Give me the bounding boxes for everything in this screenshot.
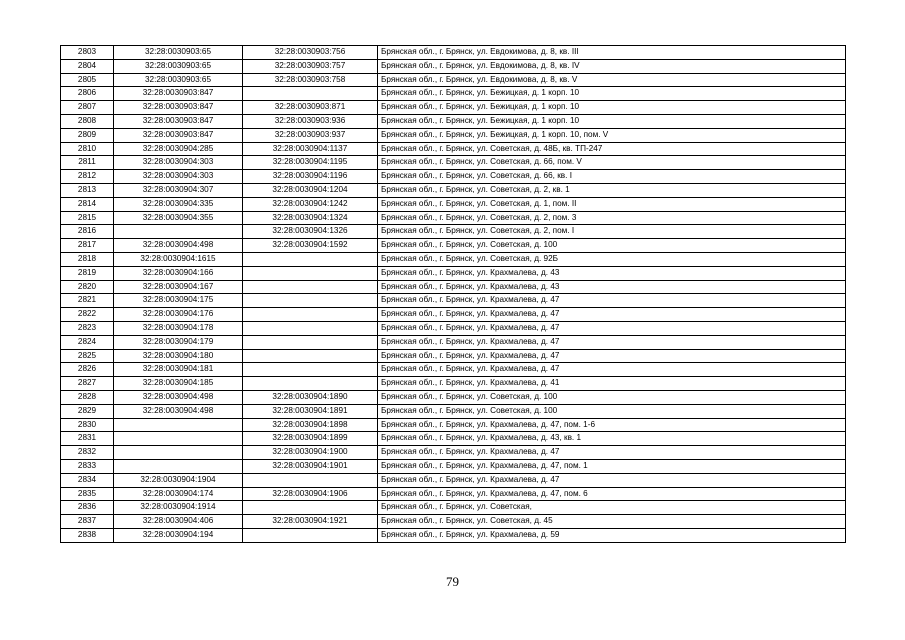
land-cadastral-number-cell: 32:28:0030904:180: [114, 349, 243, 363]
land-cadastral-number-cell: [114, 432, 243, 446]
table-row: [61, 459, 846, 473]
row-number-cell: 2805: [61, 73, 114, 87]
row-number-cell: 2810: [61, 142, 114, 156]
building-cadastral-number-cell: 32:28:0030903:937: [243, 128, 378, 142]
building-cadastral-number-cell: [243, 87, 378, 101]
land-cadastral-number-cell: 32:28:0030903:65: [114, 46, 243, 60]
address-cell: Брянская обл., г. Брянск, ул. Крахмалева, д. 43, кв. 1: [378, 432, 846, 446]
building-cadastral-number-cell: 32:28:0030903:758: [243, 73, 378, 87]
address-cell: Брянская обл., г. Брянск, ул. Крахмалева, д. 47: [378, 363, 846, 377]
table-row: [61, 404, 846, 418]
land-cadastral-number-cell: 32:28:0030904:498: [114, 239, 243, 253]
address-cell: Брянская обл., г. Брянск, ул. Бежицкая, д. 1 корп. 10: [378, 114, 846, 128]
table-row: [61, 501, 846, 515]
row-number-cell: 2818: [61, 252, 114, 266]
row-number-cell: 2825: [61, 349, 114, 363]
land-cadastral-number-cell: 32:28:0030904:498: [114, 390, 243, 404]
building-cadastral-number-cell: 32:28:0030904:1898: [243, 418, 378, 432]
land-cadastral-number-cell: 32:28:0030904:1914: [114, 501, 243, 515]
register-table: [60, 45, 846, 543]
building-cadastral-number-cell: [243, 321, 378, 335]
address-cell: Брянская обл., г. Брянск, ул. Крахмалева, д. 47: [378, 308, 846, 322]
land-cadastral-number-cell: 32:28:0030903:65: [114, 59, 243, 73]
table-row: [61, 211, 846, 225]
table-row: [61, 446, 846, 460]
address-cell: Брянская обл., г. Брянск, ул. Советская,: [378, 501, 846, 515]
land-cadastral-number-cell: 32:28:0030904:174: [114, 487, 243, 501]
table-row: [61, 252, 846, 266]
land-cadastral-number-cell: 32:28:0030904:1615: [114, 252, 243, 266]
building-cadastral-number-cell: 32:28:0030904:1900: [243, 446, 378, 460]
building-cadastral-number-cell: [243, 349, 378, 363]
land-cadastral-number-cell: 32:28:0030904:175: [114, 294, 243, 308]
land-cadastral-number-cell: 32:28:0030904:176: [114, 308, 243, 322]
land-cadastral-number-cell: [114, 446, 243, 460]
building-cadastral-number-cell: 32:28:0030903:757: [243, 59, 378, 73]
land-cadastral-number-cell: 32:28:0030904:166: [114, 266, 243, 280]
table-row: [61, 239, 846, 253]
land-cadastral-number-cell: 32:28:0030904:355: [114, 211, 243, 225]
building-cadastral-number-cell: 32:28:0030903:871: [243, 101, 378, 115]
table-row: [61, 515, 846, 529]
land-cadastral-number-cell: 32:28:0030904:303: [114, 156, 243, 170]
address-cell: Брянская обл., г. Брянск, ул. Советская, д. 100: [378, 390, 846, 404]
row-number-cell: 2806: [61, 87, 114, 101]
land-cadastral-number-cell: 32:28:0030904:178: [114, 321, 243, 335]
building-cadastral-number-cell: 32:28:0030904:1137: [243, 142, 378, 156]
row-number-cell: 2803: [61, 46, 114, 60]
land-cadastral-number-cell: 32:28:0030903:847: [114, 128, 243, 142]
row-number-cell: 2813: [61, 183, 114, 197]
land-cadastral-number-cell: [114, 459, 243, 473]
table-row: [61, 87, 846, 101]
table-row: [61, 170, 846, 184]
address-cell: Брянская обл., г. Брянск, ул. Советская, д. 45: [378, 515, 846, 529]
row-number-cell: 2815: [61, 211, 114, 225]
building-cadastral-number-cell: 32:28:0030904:1890: [243, 390, 378, 404]
address-cell: Брянская обл., г. Брянск, ул. Крахмалева, д. 47: [378, 349, 846, 363]
row-number-cell: 2809: [61, 128, 114, 142]
table-row: [61, 46, 846, 60]
building-cadastral-number-cell: 32:28:0030904:1242: [243, 197, 378, 211]
row-number-cell: 2814: [61, 197, 114, 211]
row-number-cell: 2838: [61, 528, 114, 542]
address-cell: Брянская обл., г. Брянск, ул. Крахмалева, д. 43: [378, 280, 846, 294]
table-row: [61, 73, 846, 87]
row-number-cell: 2836: [61, 501, 114, 515]
address-cell: Брянская обл., г. Брянск, ул. Крахмалева, д. 59: [378, 528, 846, 542]
row-number-cell: 2832: [61, 446, 114, 460]
building-cadastral-number-cell: 32:28:0030904:1921: [243, 515, 378, 529]
address-cell: Брянская обл., г. Брянск, ул. Крахмалева, д. 47, пом. 1-6: [378, 418, 846, 432]
address-cell: Брянская обл., г. Брянск, ул. Крахмалева, д. 47: [378, 321, 846, 335]
row-number-cell: 2811: [61, 156, 114, 170]
building-cadastral-number-cell: [243, 363, 378, 377]
table-row: [61, 197, 846, 211]
land-cadastral-number-cell: 32:28:0030904:185: [114, 377, 243, 391]
address-cell: Брянская обл., г. Брянск, ул. Бежицкая, д. 1 корп. 10: [378, 87, 846, 101]
address-cell: Брянская обл., г. Брянск, ул. Крахмалева, д. 43: [378, 266, 846, 280]
building-cadastral-number-cell: [243, 294, 378, 308]
address-cell: Брянская обл., г. Брянск, ул. Крахмалева, д. 47, пом. 6: [378, 487, 846, 501]
address-cell: Брянская обл., г. Брянск, ул. Советская, д. 2, пом. 3: [378, 211, 846, 225]
land-cadastral-number-cell: 32:28:0030904:406: [114, 515, 243, 529]
land-cadastral-number-cell: 32:28:0030903:847: [114, 114, 243, 128]
building-cadastral-number-cell: 32:28:0030904:1901: [243, 459, 378, 473]
row-number-cell: 2835: [61, 487, 114, 501]
table-row: [61, 156, 846, 170]
table-row: [61, 128, 846, 142]
address-cell: Брянская обл., г. Брянск, ул. Крахмалева, д. 47: [378, 294, 846, 308]
table-row: [61, 432, 846, 446]
row-number-cell: 2819: [61, 266, 114, 280]
table-row: [61, 101, 846, 115]
building-cadastral-number-cell: 32:28:0030903:936: [243, 114, 378, 128]
address-cell: Брянская обл., г. Брянск, ул. Советская, д. 100: [378, 239, 846, 253]
table-row: [61, 390, 846, 404]
row-number-cell: 2826: [61, 363, 114, 377]
row-number-cell: 2804: [61, 59, 114, 73]
land-cadastral-number-cell: 32:28:0030904:1904: [114, 473, 243, 487]
row-number-cell: 2831: [61, 432, 114, 446]
address-cell: Брянская обл., г. Брянск, ул. Евдокимова, д. 8, кв. V: [378, 73, 846, 87]
address-cell: Брянская обл., г. Брянск, ул. Советская, д. 2, пом. I: [378, 225, 846, 239]
land-cadastral-number-cell: 32:28:0030904:181: [114, 363, 243, 377]
table-row: [61, 114, 846, 128]
land-cadastral-number-cell: 32:28:0030903:65: [114, 73, 243, 87]
building-cadastral-number-cell: 32:28:0030904:1899: [243, 432, 378, 446]
address-cell: Брянская обл., г. Брянск, ул. Бежицкая, д. 1 корп. 10, пом. V: [378, 128, 846, 142]
address-cell: Брянская обл., г. Брянск, ул. Крахмалева, д. 47: [378, 473, 846, 487]
land-cadastral-number-cell: [114, 418, 243, 432]
table-row: [61, 225, 846, 239]
address-cell: Брянская обл., г. Брянск, ул. Советская, д. 48Б, кв. ТП-247: [378, 142, 846, 156]
table-row: [61, 183, 846, 197]
row-number-cell: 2828: [61, 390, 114, 404]
building-cadastral-number-cell: [243, 377, 378, 391]
building-cadastral-number-cell: 32:28:0030903:756: [243, 46, 378, 60]
address-cell: Брянская обл., г. Брянск, ул. Советская, д. 2, кв. 1: [378, 183, 846, 197]
address-cell: Брянская обл., г. Брянск, ул. Советская, д. 66, кв. I: [378, 170, 846, 184]
building-cadastral-number-cell: [243, 528, 378, 542]
table-row: [61, 308, 846, 322]
register-table-body: [61, 46, 846, 543]
building-cadastral-number-cell: [243, 335, 378, 349]
building-cadastral-number-cell: [243, 501, 378, 515]
address-cell: Брянская обл., г. Брянск, ул. Крахмалева, д. 47, пом. 1: [378, 459, 846, 473]
address-cell: Брянская обл., г. Брянск, ул. Крахмалева, д. 41: [378, 377, 846, 391]
row-number-cell: 2821: [61, 294, 114, 308]
row-number-cell: 2817: [61, 239, 114, 253]
row-number-cell: 2833: [61, 459, 114, 473]
building-cadastral-number-cell: 32:28:0030904:1196: [243, 170, 378, 184]
building-cadastral-number-cell: [243, 308, 378, 322]
land-cadastral-number-cell: 32:28:0030904:303: [114, 170, 243, 184]
row-number-cell: 2822: [61, 308, 114, 322]
row-number-cell: 2824: [61, 335, 114, 349]
land-cadastral-number-cell: 32:28:0030904:167: [114, 280, 243, 294]
land-cadastral-number-cell: 32:28:0030903:847: [114, 101, 243, 115]
row-number-cell: 2808: [61, 114, 114, 128]
building-cadastral-number-cell: [243, 266, 378, 280]
table-row: [61, 280, 846, 294]
land-cadastral-number-cell: 32:28:0030904:194: [114, 528, 243, 542]
address-cell: Брянская обл., г. Брянск, ул. Советская, д. 1, пом. II: [378, 197, 846, 211]
land-cadastral-number-cell: 32:28:0030904:498: [114, 404, 243, 418]
address-cell: Брянская обл., г. Брянск, ул. Евдокимова, д. 8, кв. IV: [378, 59, 846, 73]
table-row: [61, 59, 846, 73]
page-number: 79: [446, 574, 459, 589]
row-number-cell: 2834: [61, 473, 114, 487]
land-cadastral-number-cell: 32:28:0030904:285: [114, 142, 243, 156]
row-number-cell: 2816: [61, 225, 114, 239]
table-row: [61, 349, 846, 363]
address-cell: Брянская обл., г. Брянск, ул. Советская, д. 66, пом. V: [378, 156, 846, 170]
table-row: [61, 487, 846, 501]
address-cell: Брянская обл., г. Брянск, ул. Бежицкая, д. 1 корп. 10: [378, 101, 846, 115]
row-number-cell: 2807: [61, 101, 114, 115]
land-cadastral-number-cell: 32:28:0030904:335: [114, 197, 243, 211]
table-row: [61, 294, 846, 308]
table-row: [61, 528, 846, 542]
building-cadastral-number-cell: 32:28:0030904:1592: [243, 239, 378, 253]
row-number-cell: 2827: [61, 377, 114, 391]
table-row: [61, 363, 846, 377]
address-cell: Брянская обл., г. Брянск, ул. Крахмалева, д. 47: [378, 335, 846, 349]
table-row: [61, 266, 846, 280]
row-number-cell: 2830: [61, 418, 114, 432]
land-cadastral-number-cell: 32:28:0030903:847: [114, 87, 243, 101]
building-cadastral-number-cell: 32:28:0030904:1324: [243, 211, 378, 225]
building-cadastral-number-cell: 32:28:0030904:1326: [243, 225, 378, 239]
building-cadastral-number-cell: [243, 252, 378, 266]
row-number-cell: 2823: [61, 321, 114, 335]
row-number-cell: 2820: [61, 280, 114, 294]
building-cadastral-number-cell: 32:28:0030904:1906: [243, 487, 378, 501]
building-cadastral-number-cell: 32:28:0030904:1204: [243, 183, 378, 197]
table-row: [61, 335, 846, 349]
building-cadastral-number-cell: 32:28:0030904:1891: [243, 404, 378, 418]
row-number-cell: 2837: [61, 515, 114, 529]
land-cadastral-number-cell: [114, 225, 243, 239]
table-row: [61, 418, 846, 432]
table-row: [61, 321, 846, 335]
land-cadastral-number-cell: 32:28:0030904:179: [114, 335, 243, 349]
address-cell: Брянская обл., г. Брянск, ул. Советская, д. 92Б: [378, 252, 846, 266]
land-cadastral-number-cell: 32:28:0030904:307: [114, 183, 243, 197]
address-cell: Брянская обл., г. Брянск, ул. Крахмалева, д. 47: [378, 446, 846, 460]
table-row: [61, 473, 846, 487]
table-row: [61, 377, 846, 391]
address-cell: Брянская обл., г. Брянск, ул. Советская, д. 100: [378, 404, 846, 418]
row-number-cell: 2829: [61, 404, 114, 418]
building-cadastral-number-cell: [243, 280, 378, 294]
building-cadastral-number-cell: 32:28:0030904:1195: [243, 156, 378, 170]
building-cadastral-number-cell: [243, 473, 378, 487]
address-cell: Брянская обл., г. Брянск, ул. Евдокимова, д. 8, кв. III: [378, 46, 846, 60]
row-number-cell: 2812: [61, 170, 114, 184]
table-row: [61, 142, 846, 156]
